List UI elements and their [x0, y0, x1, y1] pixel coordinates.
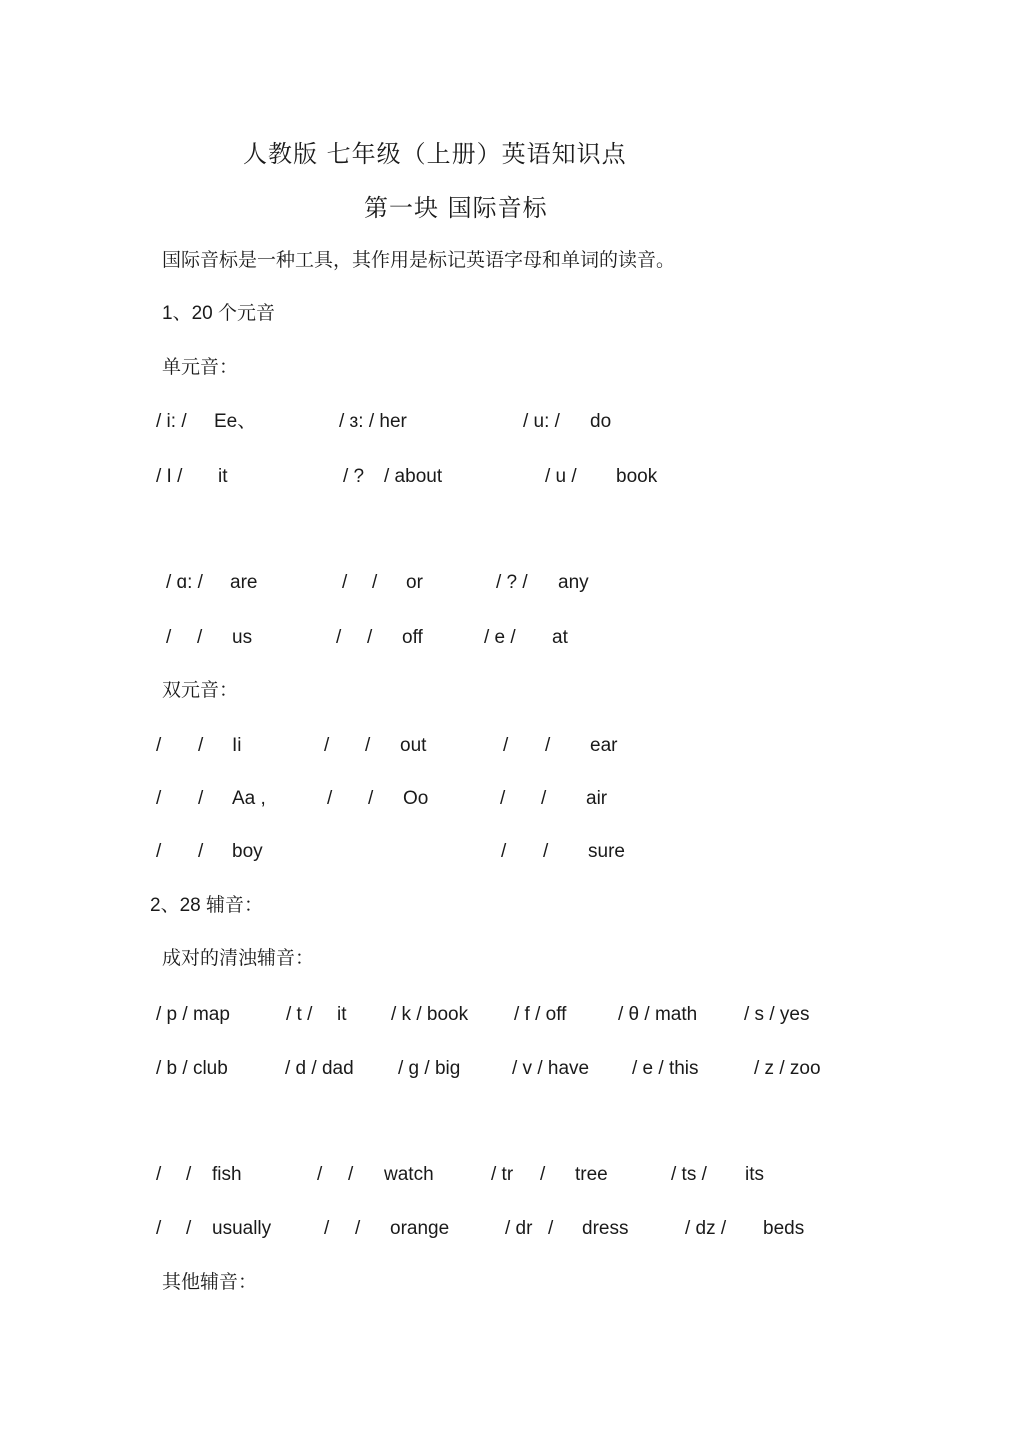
- mono-cell: do: [590, 411, 612, 432]
- other-cell: its: [745, 1164, 764, 1185]
- diph-cell: /: [324, 735, 330, 756]
- mono-cell: any: [558, 572, 589, 593]
- diph-cell: /: [327, 788, 333, 809]
- other-cell: usually: [212, 1218, 272, 1239]
- mono-cell: /: [372, 572, 378, 593]
- page-title: 人教版 七年级（上册）英语知识点: [243, 140, 627, 168]
- intro-paragraph: 国际音标是一种工具，其作用是标记英语字母和单词的读音。: [162, 249, 676, 271]
- mono-cell: it: [218, 466, 228, 487]
- mono-cell: book: [616, 466, 658, 487]
- pair-cell: / b / club: [156, 1058, 228, 1079]
- mono-cell: / u: /: [523, 411, 560, 432]
- other-cell: /: [186, 1218, 192, 1239]
- mono-cell: / u /: [545, 466, 577, 487]
- other-cell: dress: [582, 1218, 629, 1239]
- other-cell: watch: [384, 1164, 434, 1185]
- pair-cell: / d / dad: [285, 1058, 354, 1079]
- other-cell: beds: [763, 1218, 805, 1239]
- mono-cell: / I /: [156, 466, 183, 487]
- mono-cell: /: [197, 627, 203, 648]
- other-cell: / tr: [491, 1164, 514, 1185]
- diph-cell: /: [541, 788, 547, 809]
- pair-cell: / f / off: [514, 1004, 567, 1025]
- mono-cell: us: [232, 627, 253, 648]
- diph-cell: /: [503, 735, 509, 756]
- other-cell: fish: [212, 1164, 242, 1185]
- mono-cell: /: [342, 572, 348, 593]
- mono-cell: / e /: [484, 627, 516, 648]
- pair-cell: it: [337, 1004, 347, 1025]
- consonants-heading: 2、28 辅音：: [150, 895, 263, 916]
- other-cell: /: [548, 1218, 554, 1239]
- mono-cell: / ?: [343, 466, 365, 487]
- other-cell: / dz /: [685, 1218, 727, 1239]
- diph-cell: out: [400, 735, 427, 756]
- diph-cell: Ii: [232, 735, 242, 756]
- diph-cell: /: [198, 735, 204, 756]
- mono-cell: off: [402, 627, 423, 648]
- diph-cell: /: [500, 788, 506, 809]
- mono-cell: or: [406, 572, 423, 593]
- other-cell: /: [156, 1164, 162, 1185]
- other-cell: /: [156, 1218, 162, 1239]
- other-cell: / ts /: [671, 1164, 707, 1185]
- diph-cell: air: [586, 788, 608, 809]
- mono-cell: /: [367, 627, 373, 648]
- diphthong-label: 双元音：: [162, 679, 239, 701]
- paired-consonants-label: 成对的清浊辅音：: [162, 947, 315, 969]
- diph-cell: Oo: [403, 788, 429, 809]
- other-cell: / dr: [505, 1218, 533, 1239]
- diph-cell: sure: [588, 841, 625, 862]
- mono-cell: /: [336, 627, 342, 648]
- pair-cell: / e / this: [632, 1058, 699, 1079]
- other-cell: /: [324, 1218, 330, 1239]
- diph-cell: boy: [232, 841, 263, 862]
- diph-cell: /: [545, 735, 551, 756]
- diph-cell: /: [156, 788, 162, 809]
- mono-cell: at: [552, 627, 568, 648]
- mono-cell: are: [230, 572, 258, 593]
- diph-cell: /: [156, 841, 162, 862]
- mono-cell: Ee、: [214, 411, 257, 432]
- diph-cell: ear: [590, 735, 618, 756]
- pair-cell: / p / map: [156, 1004, 230, 1025]
- pair-cell: / v / have: [512, 1058, 590, 1079]
- mono-cell: / ɜ: / her: [339, 411, 407, 432]
- diph-cell: /: [198, 788, 204, 809]
- other-cell: /: [355, 1218, 361, 1239]
- other-cell: /: [186, 1164, 192, 1185]
- vowels-heading: 1、20 个元音: [162, 303, 275, 324]
- diph-cell: /: [368, 788, 374, 809]
- mono-cell: / i: /: [156, 411, 187, 432]
- diph-cell: /: [543, 841, 549, 862]
- diph-cell: /: [198, 841, 204, 862]
- other-cell: /: [540, 1164, 546, 1185]
- mono-cell: /: [166, 627, 172, 648]
- other-cell: /: [317, 1164, 323, 1185]
- pair-cell: / s / yes: [744, 1004, 810, 1025]
- diph-cell: /: [365, 735, 371, 756]
- mono-cell: / about: [384, 466, 443, 487]
- pair-cell: / θ / math: [618, 1004, 698, 1025]
- mono-cell: / ɑ: /: [166, 572, 203, 593]
- pair-cell: / z / zoo: [754, 1058, 821, 1079]
- other-consonants-label: 其他辅音：: [162, 1271, 258, 1293]
- pair-cell: / g / big: [398, 1058, 461, 1079]
- other-cell: tree: [575, 1164, 608, 1185]
- other-cell: orange: [390, 1218, 450, 1239]
- diph-cell: Aa ,: [232, 788, 266, 809]
- monophthong-label: 单元音：: [162, 356, 239, 378]
- diph-cell: /: [156, 735, 162, 756]
- other-cell: /: [348, 1164, 354, 1185]
- diph-cell: /: [501, 841, 507, 862]
- pair-cell: / k / book: [391, 1004, 469, 1025]
- mono-cell: / ? /: [496, 572, 528, 593]
- pair-cell: / t /: [286, 1004, 313, 1025]
- section-title: 第一块 国际音标: [364, 194, 548, 222]
